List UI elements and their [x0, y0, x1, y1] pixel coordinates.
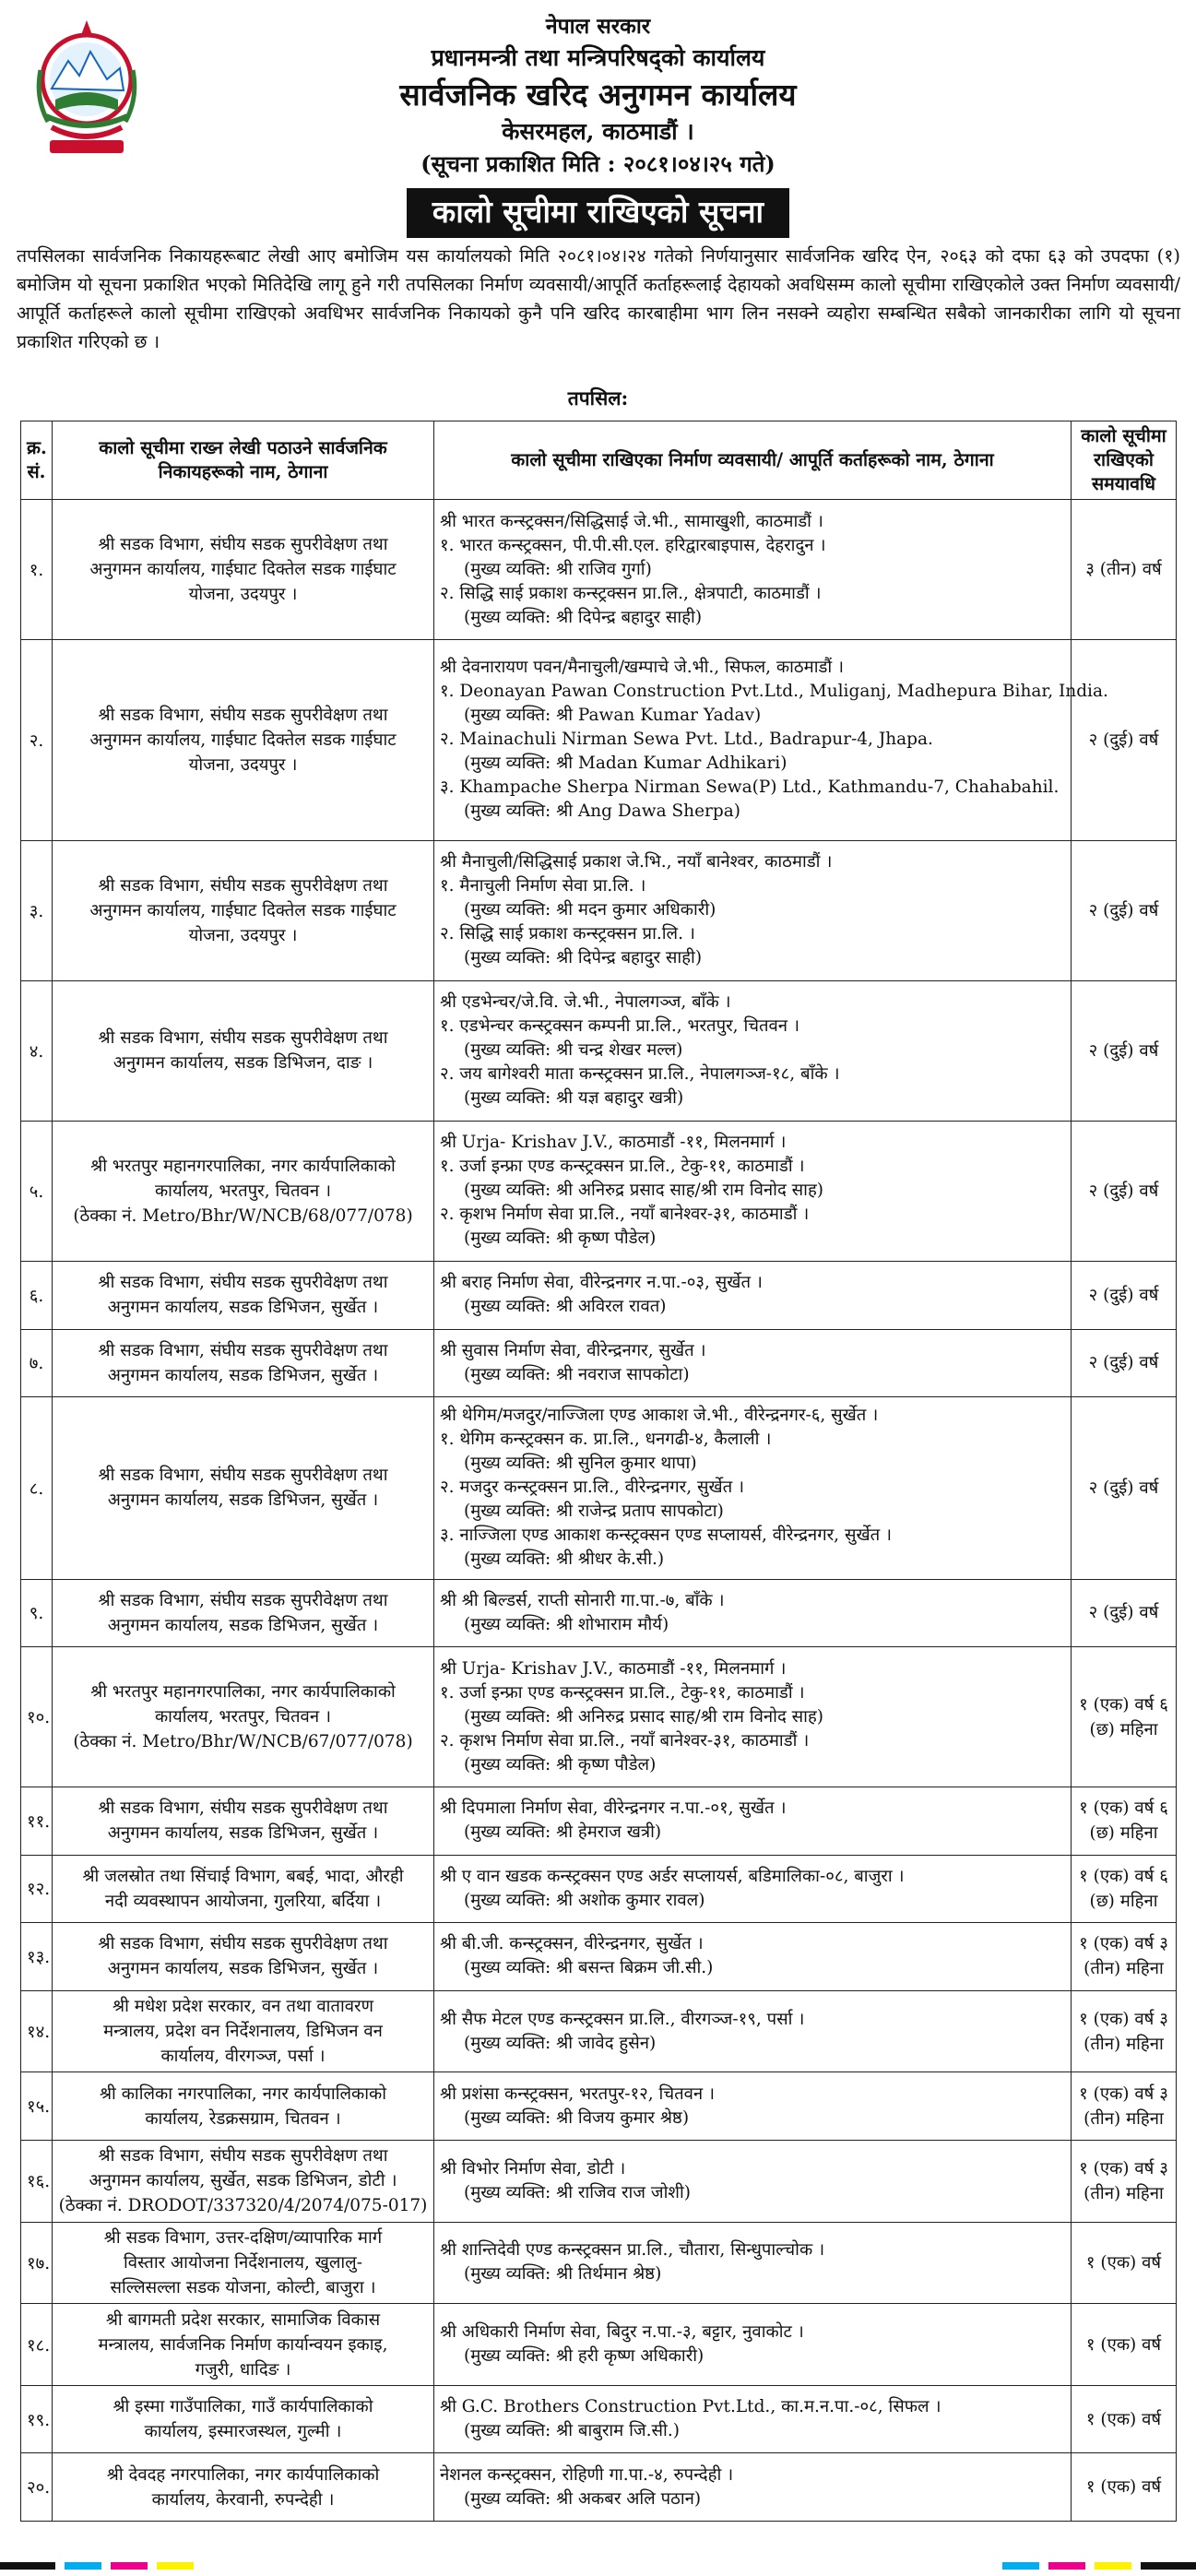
requesting-body-line: योजना, उदयपुर । [188, 925, 298, 945]
table-row [21, 1121, 1177, 1261]
table-row [21, 2072, 1177, 2141]
blacklisted-firm-cell [434, 2453, 1072, 2522]
duration-line: २ (दुई) वर्ष [1088, 730, 1159, 750]
requesting-body-line: विस्तार आयोजना निर्देशनालय, खुलालु- [124, 2252, 362, 2273]
blacklisted-firm-cell [434, 2140, 1072, 2222]
blacklisted-firm-line: ३. नाज्जिला एण्ड आकाश कन्स्ट्रक्सन एण्ड सप्लायर्स, वीरेन्द्रनगर, सुर्खेत । [440, 1525, 893, 1546]
intro-paragraph: तपसिलका सार्वजनिक निकायहरूबाट लेखी आए बमोजिम यस कार्यालयको मिति २०८१।०४।२४ गतेको निर्णयानुसार सार्वजनिक खरिद ऐन, २०६३ को दफा ६३ को उपदफा (१) बमोजिम यो सूचना प्रकाशित भएको मितिदेखि लागू हुने गरी तपसिलका निर्माण व्यवसायी/आपूर्ति कर्ताहरूलाई देहायको अवधिसम्म कालो सूचीमा राखिएकोले उक्त निर्माण व्यवसायी/आपूर्ति कर्ताहरूले कालो सूचीमा राखिएको अवधिभर सार्वजनिक निकायको कुनै पनि खरिद कारबाहीमा भाग लिन नसक्ने व्यहोरा सम्बन्धित सबैको जानकारीका लागि यो सूचना प्रकाशित गरिएको छ । [17, 245, 1180, 352]
duration-cell [1072, 1855, 1177, 1923]
requesting-body-cell [53, 1647, 434, 1787]
blacklisted-firm-cell [434, 1397, 1072, 1579]
duration-cell [1072, 1329, 1177, 1397]
requesting-body-line: कार्यालय, रेडक्रसग्राम, चितवन । [145, 2108, 341, 2129]
blacklisted-firm-line: (मुख्य व्यक्ति: श्री तिर्थमान श्रेष्ठ) [464, 2264, 662, 2285]
publish-date: (सूचना प्रकाशित मिति : २०८१।०४।२५ गते) [420, 150, 776, 177]
blacklisted-firm-cell [434, 1855, 1072, 1923]
requesting-body-cell [53, 1855, 434, 1923]
row-serial-number: २. [21, 640, 53, 841]
row-serial-number: ११. [21, 1787, 53, 1856]
office-address: केसरमहल, काठमाडौं । [502, 118, 694, 145]
blacklisted-firm-line: (मुख्य व्यक्ति: श्री अशोक कुमार रावल) [464, 1890, 705, 1910]
duration-cell [1072, 1647, 1177, 1787]
blacklisted-firm-line: (मुख्य व्यक्ति: श्री Madan Kumar Adhikari) [464, 754, 787, 774]
row-serial-number: १४. [21, 1990, 53, 2072]
requesting-body-line: श्री सडक विभाग, संघीय सडक सुपरीवेक्षण तथा [98, 1028, 388, 1049]
requesting-body-line: अनुगमन कार्यालय, सडक डिभिजन, सुर्खेत । [107, 1298, 379, 1318]
duration-line: (तीन) महिना [1084, 2034, 1164, 2054]
blacklisted-firm-line: (मुख्य व्यक्ति: श्री अविरल रावत) [464, 1297, 667, 1317]
requesting-body-line: अनुगमन कार्यालय, सडक डिभिजन, सुर्खेत । [107, 1365, 379, 1385]
blacklisted-firm-line: (मुख्य व्यक्ति: श्री नवराज सापकोटा) [464, 1364, 690, 1384]
blacklisted-firm-line: २. Mainachuli Nirman Sewa Pvt. Ltd., Badrapur-4, Jhapa. [440, 730, 933, 750]
duration-line: १ (एक) वर्ष ३ [1079, 2083, 1168, 2104]
requesting-body-line: श्री भरतपुर महानगरपालिका, नगर कार्यपालिकाको [90, 1682, 396, 1703]
requesting-body-line: अनुगमन कार्यालय, सडक डिभिजन, सुर्खेत । [107, 1490, 379, 1511]
duration-line: १ (एक) वर्ष [1085, 2477, 1162, 2498]
requesting-body-line: (ठेक्का नं. Metro/Bhr/W/NCB/68/077/078) [73, 1205, 413, 1226]
table-row [21, 1397, 1177, 1579]
blacklisted-firm-line: श्री शान्तिदेवी एण्ड कन्स्ट्रक्सन प्रा.लि., चौतारा, सिन्धुपाल्चोक । [440, 2240, 825, 2261]
blacklisted-firm-line: २. सिद्धि साई प्रकाश कन्स्ट्रक्सन प्रा.लि., क्षेत्रपाटी, काठमाडौं । [440, 583, 822, 603]
requesting-body-line: श्री देवदह नगरपालिका, नगर कार्यपालिकाको [106, 2464, 380, 2485]
row-serial-number: १०. [21, 1647, 53, 1787]
row-serial-number: ४. [21, 980, 53, 1121]
requesting-body-cell [53, 1923, 434, 1991]
blacklisted-firm-line: (मुख्य व्यक्ति: श्री विजय कुमार श्रेष्ठ) [464, 2107, 690, 2128]
blacklisted-firm-line: (मुख्य व्यक्ति: श्री राजिव राज जोशी) [464, 2182, 692, 2202]
blacklisted-firm-line: श्री अधिकारी निर्माण सेवा, बिदुर न.पा.-३, बट्टार, नुवाकोट । [440, 2322, 804, 2343]
table-header-row [21, 421, 1177, 500]
requesting-body-line: अनुगमन कार्यालय, सडक डिभिजन, सुर्खेत । [107, 1959, 379, 1979]
blacklisted-firm-line: (मुख्य व्यक्ति: श्री अनिरुद्र प्रसाद साह/श्री राम विनोद साह) [464, 1181, 824, 1201]
print-color-bar [0, 2557, 1196, 2576]
duration-line: २ (दुई) वर्ष [1088, 1040, 1159, 1061]
letterhead [0, 11, 1196, 238]
blacklisted-firm-line: (मुख्य व्यक्ति: श्री राजेन्द्र प्रताप सापकोटा) [464, 1502, 724, 1522]
blacklisted-firm-line: श्री देवनारायण पवन/मैनाचुली/खम्पाचे जे.भी., सिफल, काठमाडौं । [440, 658, 845, 678]
blacklisted-firm-line: (मुख्य व्यक्ति: श्री शोभाराम मौर्य) [464, 1614, 669, 1634]
row-serial-number: ८. [21, 1397, 53, 1579]
requesting-body-line: मन्त्रालय, सार्वजनिक निर्माण कार्यान्वयन इकाइ, [98, 2334, 388, 2355]
blacklisted-firm-cell [434, 1990, 1072, 2072]
requesting-body-line: कार्यालय, भरतपुर, चितवन । [154, 1707, 332, 1727]
requesting-body-line: अनुगमन कार्यालय, सडक डिभिजन, सुर्खेत । [107, 1615, 379, 1635]
blacklisted-firm-line: श्री प्रशंसा कन्स्ट्रक्सन, भरतपुर-१२, चितवन । [440, 2083, 716, 2104]
blacklisted-firm-line: २. कृशभ निर्माण सेवा प्रा.लि., नयाँ बानेश्वर-३१, काठमाडौं । [440, 1205, 810, 1225]
header-duration: कालो सूचीमा राखिएको समयावधि [1072, 421, 1177, 500]
blacklisted-firm-cell [434, 1329, 1072, 1397]
header-requesting-body: कालो सूचीमा राख्न लेखी पठाउने सार्वजनिक निकायहरूको नाम, ठेगाना [53, 421, 434, 500]
row-serial-number: ५. [21, 1121, 53, 1261]
duration-line: १ (एक) वर्ष ६ [1079, 1694, 1168, 1715]
requesting-body-line: श्री सडक विभाग, संघीय सडक सुपरीवेक्षण तथा [98, 1466, 388, 1486]
blacklisted-firm-cell [434, 1121, 1072, 1261]
duration-line: १ (एक) वर्ष [1085, 2409, 1162, 2429]
requesting-body-line: श्री सडक विभाग, संघीय सडक सुपरीवेक्षण तथा [98, 1273, 388, 1293]
duration-line: २ (दुई) वर्ष [1088, 1181, 1159, 1201]
blacklisted-firm-line: २. सिद्धि साई प्रकाश कन्स्ट्रक्सन प्रा.लि. । [440, 924, 695, 944]
duration-line: १ (एक) वर्ष ३ [1079, 2009, 1168, 2029]
blacklisted-firm-cell [434, 2385, 1072, 2453]
government-name: नेपाल सरकार [545, 14, 651, 39]
table-row [21, 2222, 1177, 2304]
duration-cell [1072, 1579, 1177, 1647]
requesting-body-line: श्री सडक विभाग, संघीय सडक सुपरीवेक्षण तथा [98, 535, 388, 555]
blacklisted-firm-line: १. उर्जा इन्फ्रा एण्ड कन्स्ट्रक्सन प्रा.लि., टेकु-११, काठमाडौं । [440, 1682, 805, 1703]
blacklisted-firm-line: (मुख्य व्यक्ति: श्री राजिव गुर्गा) [464, 559, 652, 579]
duration-cell [1072, 1121, 1177, 1261]
table-row [21, 1647, 1177, 1787]
requesting-body-line: योजना, उदयपुर । [188, 585, 298, 605]
requesting-body-line: श्री सडक विभाग, संघीय सडक सुपरीवेक्षण तथा [98, 1340, 388, 1360]
row-serial-number: ६. [21, 1262, 53, 1330]
blacklisted-firm-cell [434, 2222, 1072, 2304]
blacklisted-firm-line: (मुख्य व्यक्ति: श्री बसन्त बिक्रम जी.सी.) [464, 1958, 714, 1978]
requesting-body-line: श्री जलस्रोत तथा सिंचाई विभाग, बबई, भादा, औरही [82, 1866, 404, 1886]
duration-line: (तीन) महिना [1084, 2183, 1164, 2203]
requesting-body-line: श्री सडक विभाग, संघीय सडक सुपरीवेक्षण तथा [98, 1590, 388, 1610]
row-serial-number: १९. [21, 2385, 53, 2453]
blacklisted-firm-line: (मुख्य व्यक्ति: श्री कृष्ण पौडेल) [464, 1754, 657, 1775]
table-row [21, 1329, 1177, 1397]
requesting-body-line: नदी व्यवस्थापन आयोजना, गुलरिया, बर्दिया । [104, 1891, 382, 1911]
requesting-body-cell [53, 1262, 434, 1330]
blacklisted-firm-line: नेशनल कन्स्ट्रक्सन, रोहिणी गा.पा.-४, रुपन्देही । [440, 2464, 734, 2485]
requesting-body-cell [53, 1990, 434, 2072]
blacklisted-firm-cell [434, 500, 1072, 640]
duration-line: २ (दुई) वर्ष [1088, 1285, 1159, 1305]
requesting-body-line: गजुरी, धादिङ । [195, 2359, 291, 2380]
header-serial-number: क्र. सं. [21, 421, 53, 500]
blacklisted-firm-line: (मुख्य व्यक्ति: श्री श्रीधर के.सी.) [464, 1549, 665, 1570]
row-serial-number: १६. [21, 2140, 53, 2222]
row-serial-number: ३. [21, 840, 53, 980]
duration-line: (तीन) महिना [1084, 1959, 1164, 1979]
requesting-body-line: श्री सडक विभाग, संघीय सडक सुपरीवेक्षण तथा [98, 1798, 388, 1819]
requesting-body-line: कार्यालय, इस्मारजस्थल, गुल्मी । [144, 2422, 342, 2442]
duration-line: १ (एक) वर्ष [1085, 2252, 1162, 2273]
requesting-body-line: श्री सडक विभाग, संघीय सडक सुपरीवेक्षण तथा [98, 875, 388, 896]
requesting-body-cell [53, 1787, 434, 1856]
blacklisted-firm-line: श्री ए वान खडक कन्स्ट्रक्सन एण्ड अर्डर सप्लायर्स, बडिमालिका-०८, बाजुरा । [440, 1866, 905, 1886]
blacklisted-firm-line: श्री सुवास निर्माण सेवा, वीरेन्द्रनगर, सुर्खेत । [440, 1340, 706, 1360]
table-row [21, 500, 1177, 640]
duration-cell [1072, 2222, 1177, 2304]
requesting-body-line: श्री भरतपुर महानगरपालिका, नगर कार्यपालिकाको [90, 1156, 396, 1176]
blacklisted-firm-line: ३. Khampache Sherpa Nirman Sewa(P) Ltd., Kathmandu-7, Chahabahil. [440, 778, 1060, 798]
duration-line: ३ (तीन) वर्ष [1085, 560, 1162, 580]
row-serial-number: १. [21, 500, 53, 640]
blacklisted-firm-cell [434, 1262, 1072, 1330]
blacklisted-firm-line: श्री Urja- Krishav J.V., काठमाडौं -११, मिलनमार्ग । [440, 1133, 787, 1153]
table-row [21, 2140, 1177, 2222]
requesting-body-line: श्री कालिका नगरपालिका, नगर कार्यपालिकाको [99, 2083, 387, 2104]
requesting-body-cell [53, 840, 434, 980]
duration-cell [1072, 2140, 1177, 2222]
blacklisted-firm-line: (मुख्य व्यक्ति: श्री यज्ञ बहादुर खत्री) [464, 1088, 684, 1109]
header-blacklisted-firm: कालो सूचीमा राखिएका निर्माण व्यवसायी/ आपूर्ति कर्ताहरूको नाम, ठेगाना [434, 421, 1072, 500]
requesting-body-cell [53, 2385, 434, 2453]
requesting-body-cell [53, 640, 434, 841]
blacklisted-firm-cell [434, 1923, 1072, 1991]
duration-line: १ (एक) वर्ष ६ [1079, 1798, 1168, 1819]
table-row [21, 2385, 1177, 2453]
requesting-body-line: अनुगमन कार्यालय, गाईघाट दिक्तेल सडक गाईघाट [89, 730, 397, 750]
blacklisted-firm-cell [434, 2304, 1072, 2386]
blacklisted-firm-cell [434, 840, 1072, 980]
table-row [21, 840, 1177, 980]
blacklisted-firm-line: (मुख्य व्यक्ति: श्री बाबुराम जि.सी.) [464, 2421, 680, 2441]
blacklisted-firm-cell [434, 980, 1072, 1121]
requesting-body-cell [53, 500, 434, 640]
blacklisted-firm-line: (मुख्य व्यक्ति: श्री हरी कृष्ण अधिकारी) [464, 2346, 705, 2367]
ministry-name: प्रधानमन्त्री तथा मन्त्रिपरिषद्को कार्यालय [431, 44, 765, 71]
requesting-body-line: अनुगमन कार्यालय, गाईघाट दिक्तेल सडक गाईघाट [89, 900, 397, 920]
duration-line: १ (एक) वर्ष ६ [1079, 1866, 1168, 1886]
row-serial-number: १५. [21, 2072, 53, 2141]
blacklisted-firm-line: श्री G.C. Brothers Construction Pvt.Ltd., का.म.न.पा.-०८, सिफल । [440, 2397, 941, 2417]
requesting-body-line: श्री सडक विभाग, संघीय सडक सुपरीवेक्षण तथा [98, 2146, 388, 2166]
duration-line: २ (दुई) वर्ष [1088, 1603, 1159, 1623]
schedule-heading: तपसिल: [567, 386, 629, 410]
requesting-body-cell [53, 980, 434, 1121]
requesting-body-line: श्री मधेश प्रदेश सरकार, वन तथा वातावरण [112, 1997, 373, 2017]
blacklisted-firm-line: श्री विभोर निर्माण सेवा, डोटी । [440, 2158, 626, 2178]
table-row [21, 1579, 1177, 1647]
blacklisted-firm-line: (मुख्य व्यक्ति: श्री दिपेन्द्र बहादुर साही) [464, 607, 703, 627]
row-serial-number: ९. [21, 1579, 53, 1647]
requesting-body-line: सल्लिसल्ला सडक योजना, कोल्टी, बाजुरा । [110, 2277, 376, 2297]
requesting-body-line: अनुगमन कार्यालय, सुर्खेत, सडक डिभिजन, डोटी । [89, 2171, 397, 2191]
table-row [21, 1990, 1177, 2072]
requesting-body-line: कार्यालय, भरतपुर, चितवन । [154, 1181, 332, 1201]
requesting-body-line: श्री सडक विभाग, उत्तर-दक्षिण/व्यापारिक मार्ग [103, 2227, 383, 2248]
requesting-body-line: कार्यालय, वीरगञ्ज, पर्सा । [160, 2047, 326, 2067]
blacklisted-firm-line: १. मैनाचुली निर्माण सेवा प्रा.लि. । [440, 876, 646, 896]
duration-cell [1072, 500, 1177, 640]
duration-cell [1072, 1990, 1177, 2072]
requesting-body-line: अनुगमन कार्यालय, सडक डिभिजन, दाङ । [112, 1053, 373, 1074]
duration-cell [1072, 2304, 1177, 2386]
table-row [21, 1262, 1177, 1330]
row-serial-number: ७. [21, 1329, 53, 1397]
blacklisted-firm-line: श्री श्री बिल्डर्स, राप्ती सोनारी गा.पा.-७, बाँके । [440, 1590, 725, 1610]
blacklisted-firm-cell [434, 1579, 1072, 1647]
requesting-body-line: अनुगमन कार्यालय, सडक डिभिजन, सुर्खेत । [107, 1823, 379, 1844]
office-name: सार्वजनिक खरिद अनुगमन कार्यालय [399, 77, 797, 113]
table-row [21, 980, 1177, 1121]
blacklisted-firm-line: (मुख्य व्यक्ति: श्री जावेद हुसेन) [464, 2033, 657, 2053]
blacklisted-firm-cell [434, 640, 1108, 841]
blacklisted-firm-line: श्री Urja- Krishav J.V., काठमाडौं -११, मिलनमार्ग । [440, 1658, 787, 1679]
requesting-body-line: अनुगमन कार्यालय, गाईघाट दिक्तेल सडक गाईघाट [89, 560, 397, 580]
blacklisted-firm-line: १. उर्जा इन्फ्रा एण्ड कन्स्ट्रक्सन प्रा.लि., टेकु-११, काठमाडौं । [440, 1157, 805, 1177]
requesting-body-line: कार्यालय, केरवानी, रुपन्देही । [151, 2489, 335, 2510]
row-serial-number: १८. [21, 2304, 53, 2386]
duration-line: (छ) महिना [1089, 1719, 1158, 1739]
blacklisted-firm-line: (मुख्य व्यक्ति: श्री अनिरुद्र प्रसाद साह/श्री राम विनोद साह) [464, 1706, 824, 1727]
blacklisted-firm-line: श्री दिपमाला निर्माण सेवा, वीरेन्द्रनगर न.पा.-०१, सुर्खेत । [440, 1798, 787, 1819]
row-serial-number: १३. [21, 1923, 53, 1991]
requesting-body-cell [53, 1329, 434, 1397]
duration-line: १ (एक) वर्ष ३ [1079, 2158, 1168, 2178]
requesting-body-line: योजना, उदयपुर । [188, 754, 298, 775]
blacklisted-firm-cell [434, 1787, 1072, 1856]
duration-line: १ (एक) वर्ष ३ [1079, 1934, 1168, 1954]
blacklisted-firm-line: (मुख्य व्यक्ति: श्री अकबर अलि पठान) [464, 2488, 702, 2509]
requesting-body-line: (ठेक्का नं. Metro/Bhr/W/NCB/67/077/078) [73, 1732, 413, 1752]
requesting-body-line: श्री इस्मा गाउँपालिका, गाउँ कार्यपालिकाको [112, 2397, 373, 2417]
duration-line: २ (दुई) वर्ष [1088, 1353, 1159, 1373]
duration-cell [1072, 1262, 1177, 1330]
table-row [21, 2304, 1177, 2386]
table-row [21, 640, 1177, 841]
duration-line: १ (एक) वर्ष [1085, 2334, 1162, 2355]
requesting-body-cell [53, 2222, 434, 2304]
row-serial-number: १२. [21, 1855, 53, 1923]
requesting-body-line: श्री सडक विभाग, संघीय सडक सुपरीवेक्षण तथा [98, 1934, 388, 1954]
blacklisted-firm-line: (मुख्य व्यक्ति: श्री Pawan Kumar Yadav) [464, 706, 762, 726]
duration-cell [1072, 840, 1177, 980]
duration-line: २ (दुई) वर्ष [1088, 900, 1159, 920]
notice-title-banner: कालो सूचीमा राखिएको सूचना [407, 188, 789, 238]
blacklisted-firm-line: श्री बराह निर्माण सेवा, वीरेन्द्रनगर न.पा.-०३, सुर्खेत । [440, 1273, 763, 1293]
table-row [21, 1923, 1177, 1991]
blacklisted-firm-line: १. भारत कन्स्ट्रक्सन, पी.पी.सी.एल. हरिद्वारबाइपास, देहरादुन । [440, 535, 826, 555]
duration-cell [1072, 2072, 1177, 2141]
requesting-body-cell [53, 2072, 434, 2141]
blacklisted-firm-cell [434, 2072, 1072, 2141]
table-body [21, 500, 1177, 2522]
blacklisted-firm-line: १. थेगिम कन्स्ट्रक्सन क. प्रा.लि., धनगढी-४, कैलाली । [440, 1430, 772, 1450]
blacklisted-firm-line: २. कृशभ निर्माण सेवा प्रा.लि., नयाँ बानेश्वर-३१, काठमाडौं । [440, 1730, 810, 1751]
requesting-body-cell [53, 1397, 434, 1579]
blacklisted-firm-line: १. Deonayan Pawan Construction Pvt.Ltd., Muliganj, Madhepura Bihar, India. [440, 682, 1108, 702]
table-row [21, 1787, 1177, 1856]
blacklisted-firm-line: श्री सैफ मेटल एण्ड कन्स्ट्रक्सन प्रा.लि., वीरगञ्ज-१९, पर्सा । [440, 2009, 805, 2029]
requesting-body-line: (ठेक्का नं. DRODOT/337320/4/2074/075-017) [58, 2196, 428, 2216]
blacklisted-firm-line: श्री मैनाचुली/सिद्धिसाई प्रकाश जे.भि., नयाँ बानेश्वर, काठमाडौं । [440, 852, 833, 873]
blacklisted-firm-line: श्री बी.जी. कन्स्ट्रक्सन, वीरेन्द्रनगर, सुर्खेत । [440, 1934, 704, 1954]
duration-cell [1072, 1923, 1177, 1991]
duration-cell [1072, 1397, 1177, 1579]
blacklisted-firm-line: (मुख्य व्यक्ति: श्री मदन कुमार अधिकारी) [464, 900, 716, 920]
requesting-body-cell [53, 2453, 434, 2522]
row-serial-number: १७. [21, 2222, 53, 2304]
blacklisted-firm-line: (मुख्य व्यक्ति: श्री दिपेन्द्र बहादुर साही) [464, 948, 703, 968]
duration-line: (छ) महिना [1089, 1823, 1158, 1844]
blacklisted-firm-line: श्री एडभेन्चर/जे.वि. जे.भी., नेपालगञ्ज, बाँके । [440, 992, 731, 1013]
duration-cell [1072, 2385, 1177, 2453]
blacklisted-firm-line: (मुख्य व्यक्ति: श्री सुनिल कुमार थापा) [464, 1454, 697, 1474]
duration-cell [1072, 640, 1177, 841]
blacklisted-firm-line: (मुख्य व्यक्ति: श्री Ang Dawa Sherpa) [464, 801, 740, 822]
blacklist-table [20, 421, 1177, 2522]
requesting-body-cell [53, 2140, 434, 2222]
blacklisted-firm-line: १. एडभेन्चर कन्स्ट्रक्सन कम्पनी प्रा.लि., भरतपुर, चितवन । [440, 1016, 799, 1037]
duration-line: (छ) महिना [1089, 1891, 1158, 1911]
blacklisted-firm-line: (मुख्य व्यक्ति: श्री चन्द्र शेखर मल्ल) [464, 1040, 683, 1061]
duration-cell [1072, 980, 1177, 1121]
requesting-body-line: श्री बागमती प्रदेश सरकार, सामाजिक विकास [105, 2309, 381, 2330]
blacklisted-firm-line: श्री थेगिम/मजदुर/नाज्जिला एण्ड आकाश जे.भी., वीरेन्द्रनगर-६, सुर्खेत । [440, 1406, 879, 1426]
duration-cell [1072, 1787, 1177, 1856]
duration-line: २ (दुई) वर्ष [1088, 1478, 1159, 1498]
blacklisted-firm-line: श्री भारत कन्स्ट्रक्सन/सिद्धिसाई जे.भी., सामाखुशी, काठमाडौं । [440, 511, 823, 531]
duration-cell [1072, 2453, 1177, 2522]
duration-line: (तीन) महिना [1084, 2108, 1164, 2129]
requesting-body-line: श्री सडक विभाग, संघीय सडक सुपरीवेक्षण तथा [98, 705, 388, 725]
blacklisted-firm-line: (मुख्य व्यक्ति: श्री कृष्ण पौडेल) [464, 1229, 657, 1249]
row-serial-number: २०. [21, 2453, 53, 2522]
table-row [21, 1855, 1177, 1923]
blacklisted-firm-line: २. मजदुर कन्स्ट्रक्सन प्रा.लि., वीरेन्द्रनगर, सुर्खेत । [440, 1478, 745, 1498]
requesting-body-line: मन्त्रालय, प्रदेश वन निर्देशनालय, डिभिजन वन [103, 2022, 383, 2042]
table-row [21, 2453, 1177, 2522]
blacklisted-firm-line: (मुख्य व्यक्ति: श्री हेमराज खत्री) [464, 1822, 662, 1843]
requesting-body-cell [53, 2304, 434, 2386]
requesting-body-cell [53, 1121, 434, 1261]
blacklisted-firm-cell [434, 1647, 1072, 1787]
requesting-body-cell [53, 1579, 434, 1647]
blacklisted-firm-line: २. जय बागेश्वरी माता कन्स्ट्रक्सन प्रा.लि., नेपालगञ्ज-१८, बाँके । [440, 1064, 840, 1085]
